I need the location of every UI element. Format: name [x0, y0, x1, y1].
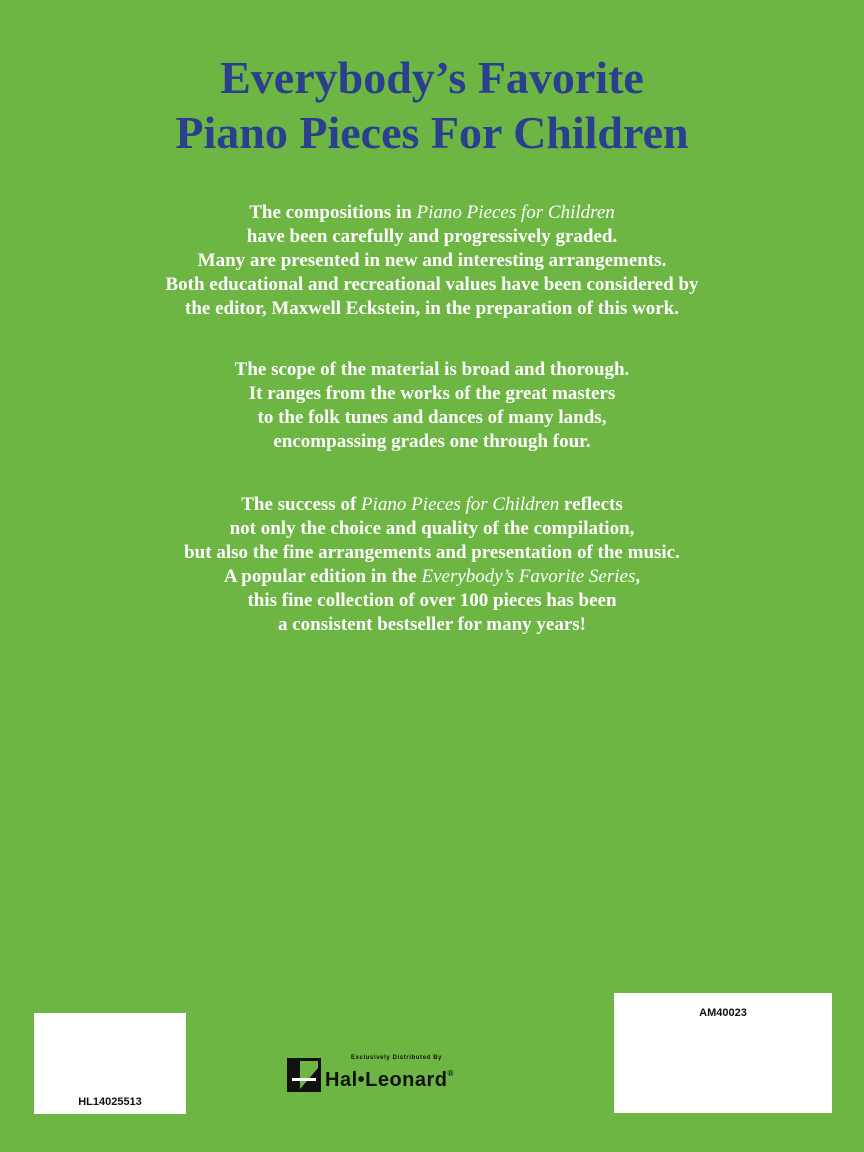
paragraph-line: It ranges from the works of the great masters: [248, 383, 616, 404]
paragraph-line: this fine collection of over 100 pieces has been: [247, 590, 617, 611]
title-line-1: Everybody’s Favorite: [220, 52, 644, 103]
distributor-name: Hal•Leonard®: [325, 1069, 454, 1091]
paragraph-line: Many are presented in new and interesting arrangements.: [197, 250, 667, 271]
title-line-2: Piano Pieces For Children: [175, 107, 689, 159]
barcode-box-right: [614, 993, 832, 1113]
product-code-right: AM40023: [699, 1007, 747, 1019]
paragraph-line: The scope of the material is broad and thorough.: [234, 359, 630, 380]
description-paragraph-1: [0, 201, 864, 321]
paragraph-line: encompassing grades one through four.: [273, 431, 591, 452]
barcode-box-left: [34, 1013, 186, 1114]
description-paragraph-2: [0, 358, 864, 454]
paragraph-line: a consistent bestseller for many years!: [278, 614, 586, 635]
paragraph-line: but also the fine arrangements and presentation of the music.: [184, 542, 680, 563]
hal-leonard-mark-icon: [287, 1058, 321, 1092]
paragraph-line: A popular edition in the Everybody’s Favorite Series,: [223, 566, 641, 587]
paragraph-line: Both educational and recreational values have been considered by: [165, 274, 699, 295]
distributor-label: Exclusively Distributed By: [351, 1055, 442, 1061]
paragraph-line: not only the choice and quality of the compilation,: [229, 518, 635, 539]
product-code-left: HL14025513: [78, 1096, 142, 1108]
paragraph-line: have been carefully and progressively graded.: [246, 226, 618, 247]
paragraph-line: The compositions in Piano Pieces for Children: [249, 202, 615, 223]
distributor-logo: [287, 1055, 547, 1095]
paragraph-line: to the folk tunes and dances of many lands,: [257, 407, 607, 428]
paragraph-line: The success of Piano Pieces for Children reflects: [241, 494, 623, 515]
paragraph-line: the editor, Maxwell Eckstein, in the preparation of this work.: [185, 298, 679, 319]
description-paragraph-3: [0, 493, 864, 637]
book-title: [0, 50, 864, 160]
